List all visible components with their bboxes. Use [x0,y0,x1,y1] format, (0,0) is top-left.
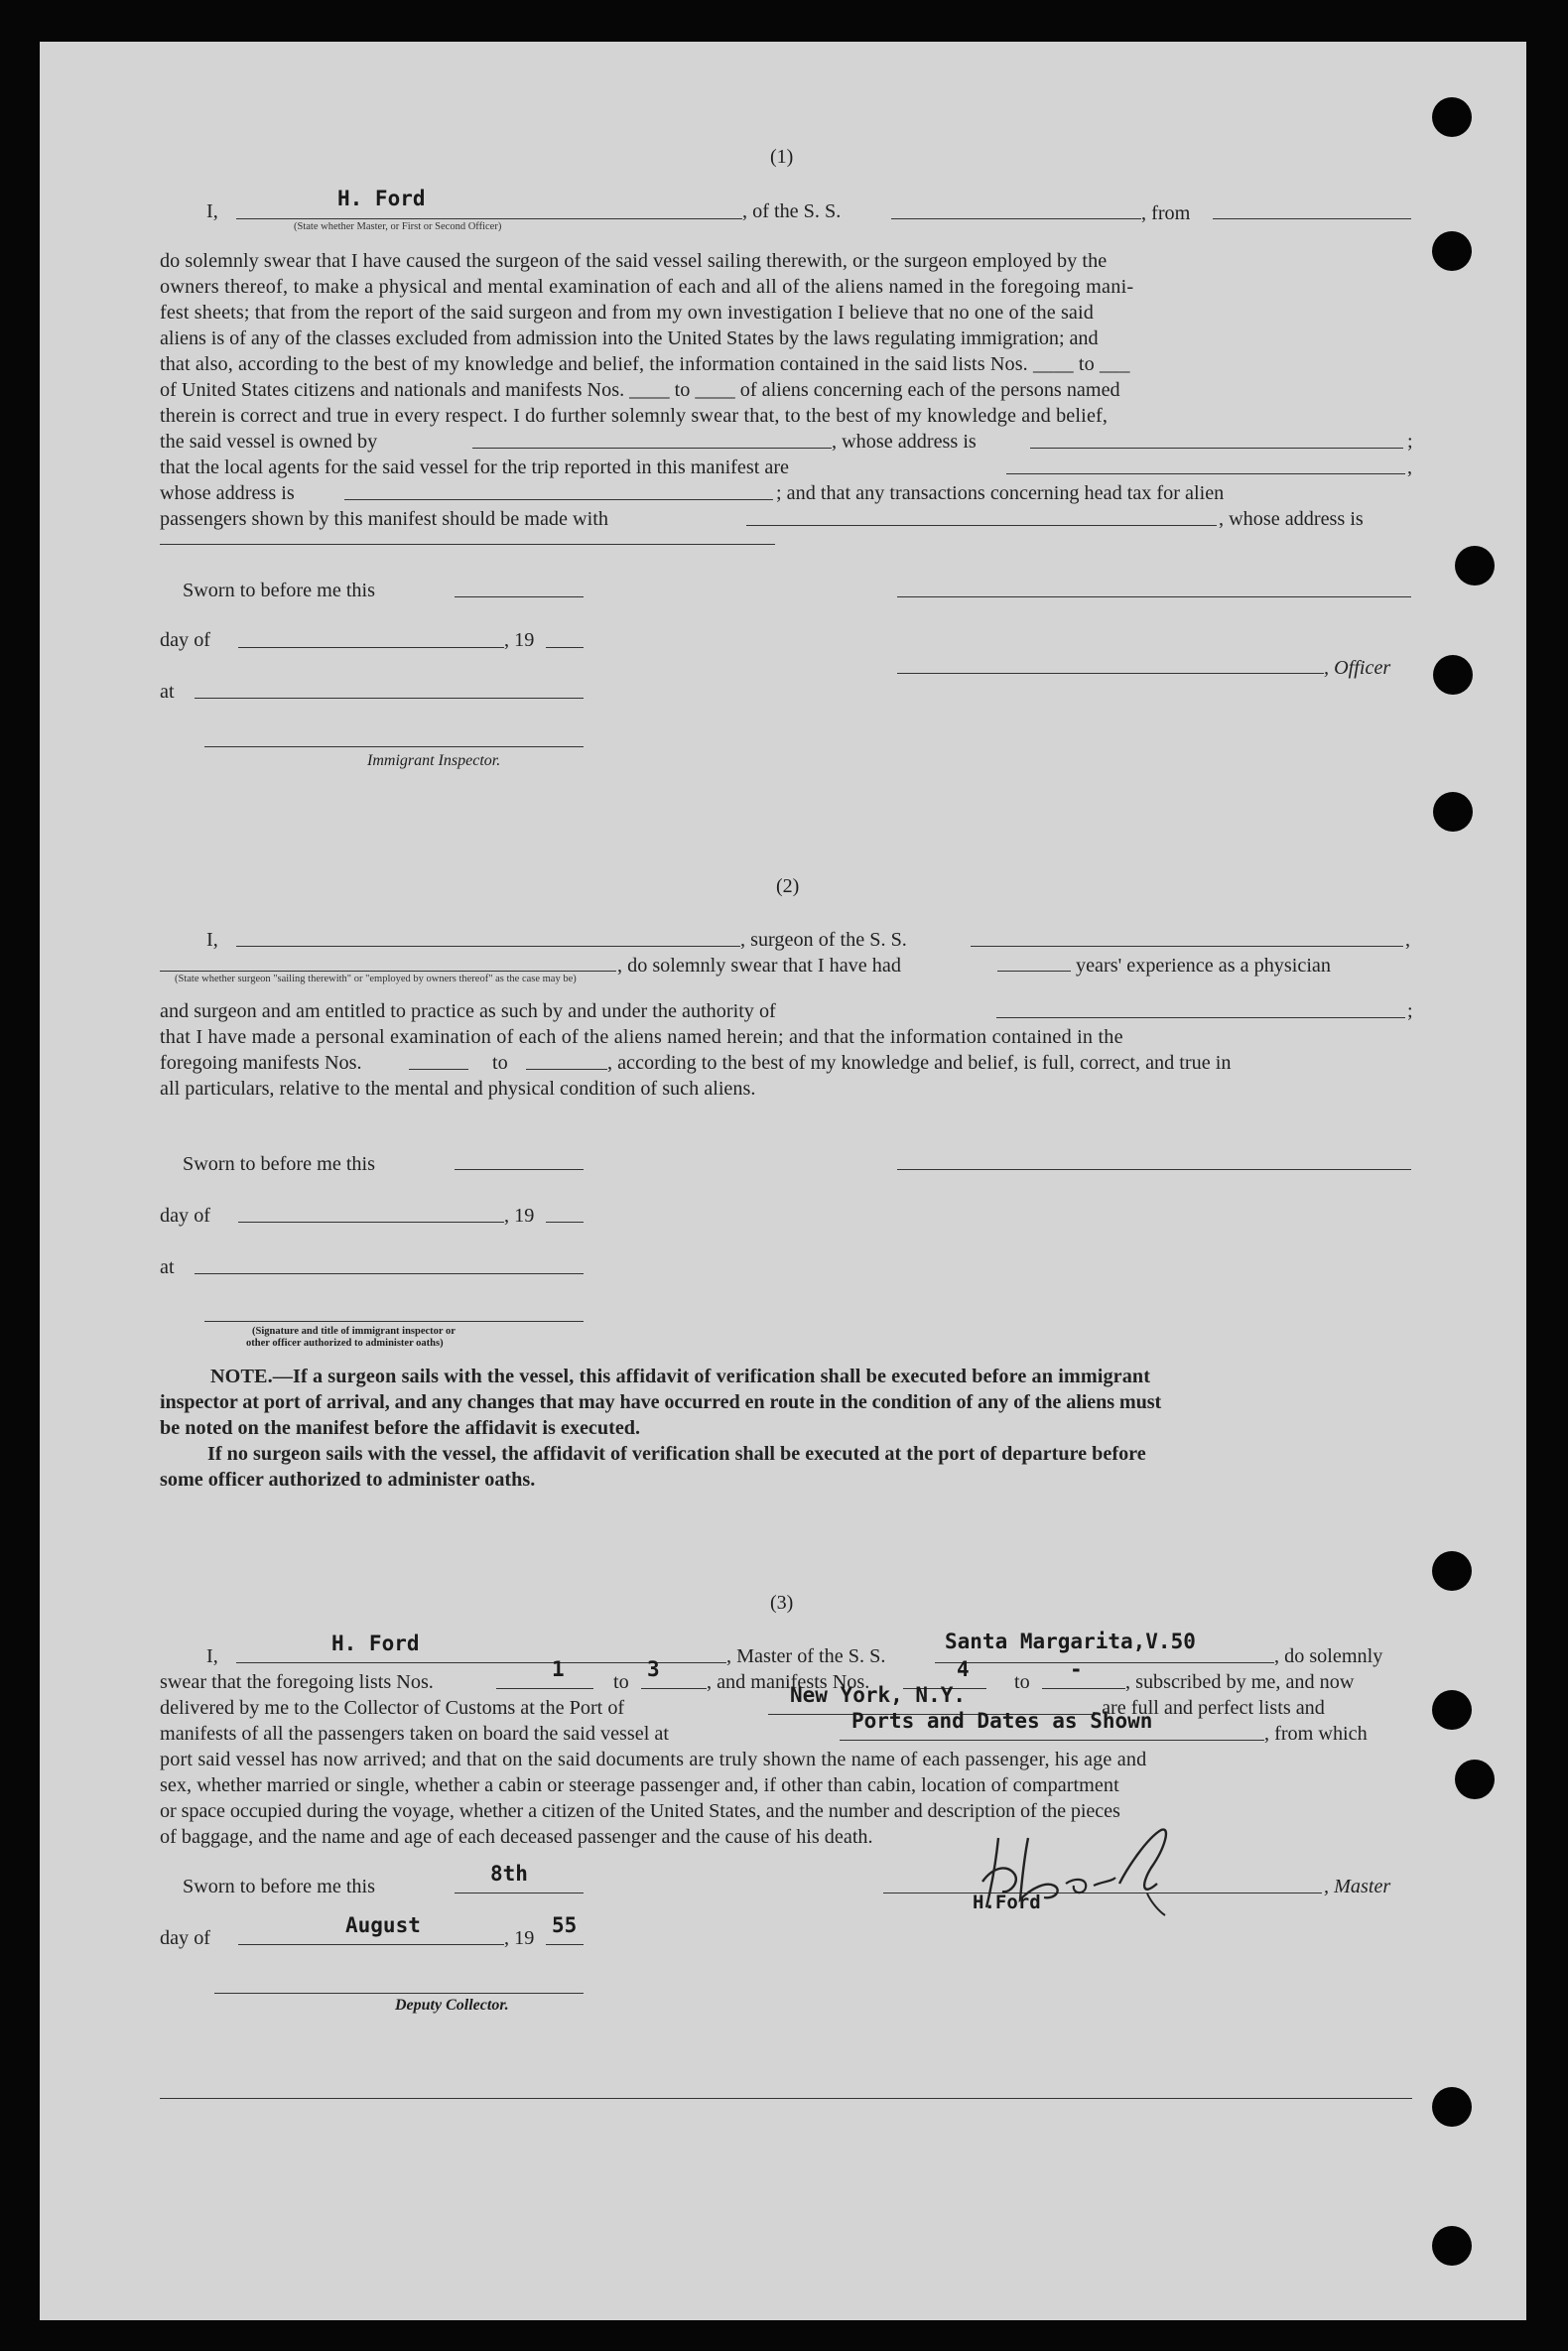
s2-officer-sig-line [204,1321,584,1322]
do-solemnly-label: , do solemnly [1274,1645,1383,1667]
handwritten-signature [963,1808,1201,1917]
surgeon-of-label: , surgeon of the S. S. [740,929,907,951]
surgeon-caption: (State whether surgeon "sailing therewith" or "employed by owners thereof" as the case may be) [175,974,577,984]
punch-hole [1455,1760,1495,1799]
do-swear-label: , do solemnly swear that I have had [617,955,901,977]
ports-dates-value[interactable]: Ports and Dates as Shown [851,1709,1153,1733]
s1-line-5: that also, according to the best of my knowledge and belief, the information contained in the said lists Nos. ____ to ___ [160,353,1130,375]
s3-line-d: of baggage, and the name and age of each deceased passenger and the cause of his death. [160,1826,873,1848]
master-suffix-label: , Master [1324,1876,1391,1897]
ss-line [891,218,1141,219]
s1-line-8: the said vessel is owned by [160,431,378,453]
s1-line-11: passengers shown by this manifest should be made with [160,508,608,530]
master-name-value[interactable]: H. Ford [337,187,426,210]
comma: , [1407,457,1413,478]
agents-line [1006,473,1405,474]
lists-from-value[interactable]: 1 [552,1657,565,1681]
note-line-2: inspector at port of arrival, and any changes that may have occurred en route in the condition of any of the aliens must [160,1391,1162,1413]
section-2-number: (2) [776,875,800,897]
s1-at-line [195,698,584,699]
s3-day-of-label: day of [160,1927,211,1949]
punch-hole [1432,2087,1472,2127]
s2-sworn-line [455,1169,584,1170]
comma: , [1405,929,1411,951]
typed-signature-name: H.Ford [973,1892,1041,1913]
s2-sworn-label: Sworn to before me this [183,1153,375,1175]
s2-signature-line [897,1169,1411,1170]
semicolon: ; [1407,431,1413,453]
authority-line [996,1017,1405,1018]
s1-day-line [238,647,504,648]
punch-hole [1432,1551,1472,1591]
inspector-line [204,746,584,747]
surgeon-name-line [236,946,740,947]
punch-hole [1433,655,1473,695]
s2-year-line [546,1222,584,1223]
lists-to-value[interactable]: 3 [647,1657,660,1681]
semicolon: ; [1407,1000,1413,1022]
full-perfect-label: , are full and perfect lists and [1092,1697,1325,1719]
s1-line-10: whose address is [160,482,295,504]
s3-sworn-line [455,1893,584,1894]
master-name-line [236,218,742,219]
master-of-label: , Master of the S. S. [726,1645,886,1667]
section-1-number: (1) [770,146,794,168]
s3-year-prefix: , 19 [504,1927,535,1949]
s2-foregoing-b: to [492,1052,508,1074]
tax-agent-address-line [160,544,775,545]
s3-sworn-label: Sworn to before me this [183,1876,375,1897]
bottom-rule [160,2098,1412,2099]
punch-hole [1432,97,1472,137]
manifests-from-value[interactable]: 4 [957,1657,970,1681]
s2-foregoing-c: , according to the best of my knowledge and belief, is full, correct, and true in [607,1052,1232,1074]
ports-dates-line [840,1740,1264,1741]
s1-sworn-label: Sworn to before me this [183,580,375,601]
punch-hole [1433,792,1473,832]
years-experience-label: years' experience as a physician [1076,955,1331,977]
s2-day-of-label: day of [160,1205,211,1227]
from-line [1213,218,1411,219]
s2-exam-line: that I have made a personal examination of each of the aliens named herein; and that the information contained in the [160,1026,1123,1048]
s1-line-9: that the local agents for the said vessel for the trip reported in this manifest are [160,457,790,478]
owner-address-line [1030,448,1403,449]
lists-to-line [641,1688,707,1689]
s1-day-of-label: day of [160,629,211,651]
s2-at-line [195,1273,584,1274]
s2-sig-caption-1: (Signature and title of immigrant inspector or [252,1326,456,1337]
s3-line-b: sex, whether married or single, whether a cabin or steerage passenger and, if other than cabin, location of compartment [160,1774,1119,1796]
note-line-3: be noted on the manifest before the affidavit is executed. [160,1417,641,1439]
name-caption: (State whether Master, or First or Second Officer) [294,221,502,232]
tax-agent-line [746,525,1217,526]
section-2-intro: I, [206,929,218,951]
s1-year-prefix: , 19 [504,629,535,651]
s2-foregoing-a: foregoing manifests Nos. [160,1052,362,1074]
year-value[interactable]: 55 [552,1913,578,1937]
punch-hole [1432,231,1472,271]
s3-master-name[interactable]: H. Ford [331,1632,420,1655]
port-value[interactable]: New York, N.Y. [790,1683,967,1707]
vessel-name[interactable]: Santa Margarita,V.50 [945,1630,1196,1653]
of-ss-label: , of the S. S. [742,200,842,222]
whose-address-label: , whose address is [832,431,977,453]
officer-label: , Officer [1324,657,1391,679]
inspector-caption: Immigrant Inspector. [367,752,501,769]
s3-line-c: or space occupied during the voyage, whether a citizen of the United States, and the number and description of the pieces [160,1800,1120,1822]
manifests-to-line [1042,1688,1125,1689]
officer-line [897,673,1324,674]
surgeon-type-line [160,971,616,972]
punch-hole [1432,2226,1472,2266]
agent-address-line [344,499,773,500]
delivered-label: delivered by me to the Collector of Customs at the Port of [160,1697,625,1719]
manifests-to-value[interactable]: - [1070,1657,1083,1681]
s2-sig-caption-2: other officer authorized to administer oaths) [246,1338,444,1349]
s2-authority-line: and surgeon and am entitled to practice as such by and under the authority of [160,1000,776,1022]
lists-from-line [496,1688,593,1689]
from-which-label: , from which [1264,1723,1368,1745]
s1-year-line [546,647,584,648]
note-line-4: If no surgeon sails with the vessel, the affidavit of verification shall be executed at the port of departure before [207,1443,1146,1465]
collector-line [214,1993,584,1994]
s1-at-label: at [160,681,175,703]
s1-line-6: of United States citizens and nationals and manifests Nos. ____ to ____ of aliens concerning each of the persons named [160,379,1120,401]
head-tax-text: ; and that any transactions concerning head tax for alien [776,482,1225,504]
surgeon-ss-line [971,946,1403,947]
s3-year-line [546,1944,584,1945]
swear-lists-label: swear that the foregoing lists Nos. [160,1671,434,1693]
s2-at-label: at [160,1256,175,1278]
s1-line-1: do solemnly swear that I have caused the surgeon of the said vessel sailing therewith, or the surgeon employed by the [160,250,1108,272]
s1-line-2: owners thereof, to make a physical and mental examination of each and all of the aliens named in the foregoing mani- [160,276,1134,298]
note-line-5: some officer authorized to administer oaths. [160,1469,536,1491]
subscribed-label: , subscribed by me, and now [1125,1671,1355,1693]
month-value[interactable]: August [345,1913,421,1937]
years-line [997,971,1071,972]
s3-day-line [238,1944,504,1945]
s1-signature-line [897,596,1411,597]
manifests-to-label: to [1014,1671,1030,1693]
manifest-to-line [526,1069,607,1070]
note-line-1: NOTE.—If a surgeon sails with the vessel, this affidavit of verification shall be executed before an immigrant [210,1366,1151,1387]
s1-line-4: aliens is of any of the classes excluded from admission into the United States by the laws regulating immigration; and [160,327,1099,349]
section-3-number: (3) [770,1592,794,1614]
s2-particulars: all particulars, relative to the mental and physical condition of such aliens. [160,1078,756,1100]
vessel-line [935,1662,1274,1663]
sworn-day-value[interactable]: 8th [490,1862,528,1886]
s2-year-prefix: , 19 [504,1205,535,1227]
s1-sworn-line [455,596,584,597]
s3-line-a: port said vessel has now arrived; and that on the said documents are truly shown the name of each passenger, his age and [160,1749,1147,1770]
from-label: , from [1141,202,1191,224]
s1-line-3: fest sheets; that from the report of the said surgeon and from my own investigation I believe that no one of the said [160,302,1094,324]
manifests-all-label: manifests of all the passengers taken on board the said vessel at [160,1723,669,1745]
manifest-from-line [409,1069,468,1070]
punch-hole [1455,546,1495,586]
punch-hole [1432,1690,1472,1730]
whose-address-end: , whose address is [1219,508,1364,530]
owned-by-line [472,448,832,449]
s1-line-7: therein is correct and true in every respect. I do further solemnly swear that, to the best of my knowledge and belief, [160,405,1109,427]
and-manifests-label: , and manifests Nos. [707,1671,870,1693]
section-1-intro: I, [206,200,218,222]
collector-caption: Deputy Collector. [395,1997,509,2014]
lists-to-label: to [613,1671,629,1693]
section-3-intro: I, [206,1645,218,1667]
s2-day-line [238,1222,504,1223]
